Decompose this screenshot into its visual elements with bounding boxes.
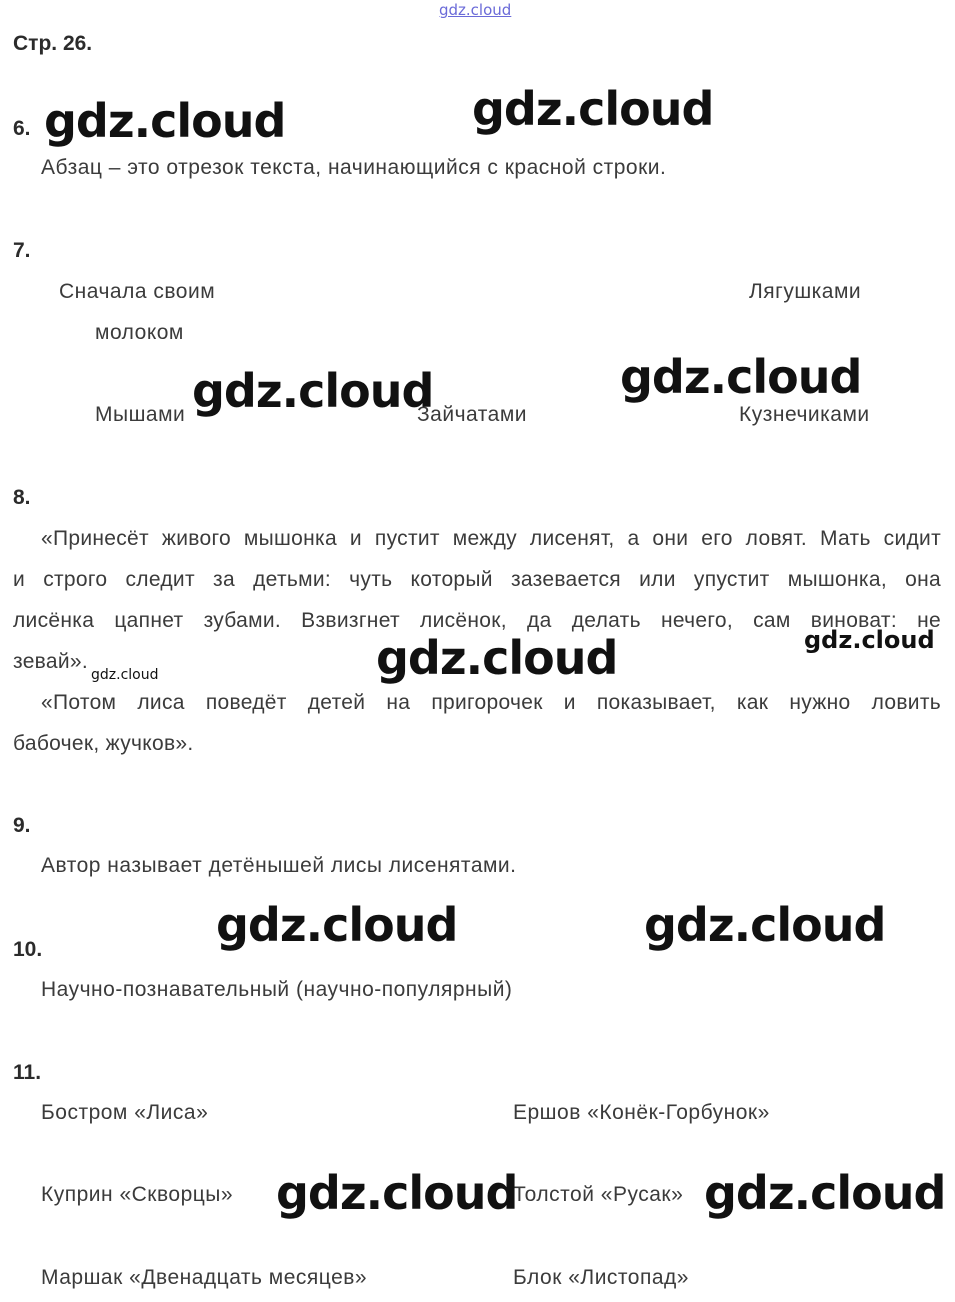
q8-line: «Принесёт живого мышонка и пустит между лисенят, а они его ловят. Мать сидит: [41, 527, 941, 550]
q7-item: Лягушками: [749, 280, 862, 303]
q11-work: Ершов «Конёк-Горбунок»: [513, 1101, 770, 1124]
q7-item: Сначала своим: [59, 280, 216, 303]
watermark: gdz.cloud: [620, 350, 862, 404]
watermark: gdz.cloud: [192, 364, 434, 418]
watermark: gdz.cloud: [644, 898, 886, 952]
question-6-answer: Абзац – это отрезок текста, начинающийся с красной строки.: [41, 156, 667, 179]
watermark: gdz.cloud: [804, 626, 935, 654]
question-9-answer: Автор называет детёнышей лисы лисенятами.: [41, 854, 517, 877]
question-11-number: 11.: [13, 1061, 42, 1084]
q11-work: Куприн «Скворцы»: [41, 1183, 234, 1206]
question-10-answer: Научно-познавательный (научно-популярный): [41, 978, 513, 1001]
watermark: gdz.cloud: [276, 1166, 518, 1220]
q7-item: Зайчатами: [417, 403, 527, 426]
q11-work: Бостром «Лиса»: [41, 1101, 209, 1124]
watermark: gdz.cloud: [376, 631, 618, 685]
q7-item: молоком: [95, 321, 184, 344]
q8-line: бабочек, жучков».: [13, 732, 194, 755]
watermark: gdz.cloud: [704, 1166, 946, 1220]
q11-work: Маршак «Двенадцать месяцев»: [41, 1266, 368, 1289]
page-header: Стр. 26.: [13, 32, 93, 55]
q11-work: Толстой «Русак»: [513, 1183, 684, 1206]
question-6-number: 6.: [13, 117, 31, 140]
q7-item: Мышами: [95, 403, 186, 426]
question-7-number: 7.: [13, 239, 31, 262]
top-watermark-link[interactable]: gdz.cloud: [439, 1, 512, 19]
q7-item: Кузнечиками: [739, 403, 870, 426]
q8-line: и строго следит за детьми: чуть который зазевается или упустит мышонка, она: [13, 568, 941, 591]
q11-work: Блок «Листопад»: [513, 1266, 689, 1289]
question-10-number: 10.: [13, 938, 43, 961]
watermark: gdz.cloud: [44, 94, 286, 148]
q8-line: зевай».: [13, 650, 89, 673]
watermark: gdz.cloud: [216, 898, 458, 952]
q8-line: лисёнка цапнет зубами. Взвизгнет лисёнок, да делать нечего, сам виноват: не: [13, 609, 941, 632]
watermark: gdz.cloud: [91, 667, 159, 683]
watermark: gdz.cloud: [472, 82, 714, 136]
q8-line: «Потом лиса поведёт детей на пригорочек и показывает, как нужно ловить: [41, 691, 941, 714]
question-9-number: 9.: [13, 814, 31, 837]
question-8-number: 8.: [13, 486, 31, 509]
